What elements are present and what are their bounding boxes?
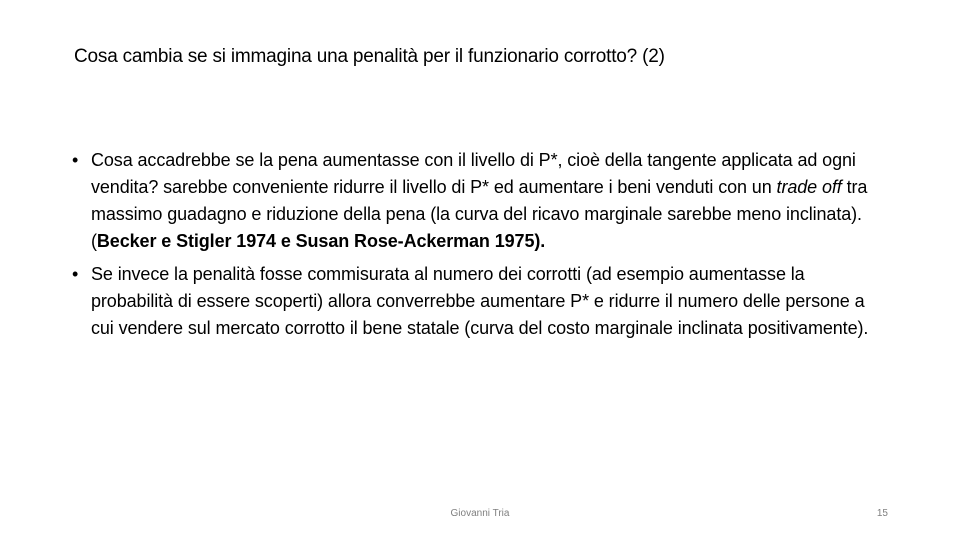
bullet-list <box>72 147 872 342</box>
page-number: 15 <box>876 508 888 519</box>
bullet-dot-icon: • <box>72 264 79 284</box>
slide-title: Cosa cambia se si immagina una penalità per il funzionario corrotto? (2) <box>74 46 665 67</box>
bullet-1-emphasis: trade off <box>776 177 842 197</box>
bullet-1-citation: Becker e Stigler 1974 e Susan Rose-Ackerman 1975 <box>96 231 535 251</box>
bullet-2-text: Se invece la penalità fosse commisurata al numero dei corrotti (ad esempio aumentasse la probabilità di essere scoperti) allora converrebbe aumentare P* e ridurre il numero delle persone a cui vendere sul mercato corrotto il bene statale (curva del costo marginale inclinata positivamente). <box>91 264 869 338</box>
bullet-1-text-a: Cosa accadrebbe se la pena aumentasse con il livello di P*, cioè della tangente applicata ad ogni vendita? sarebbe conveniente ridurre il livello di P* ed aumentare i beni venduti con un <box>91 150 856 197</box>
bullet-1-text-b: tra massimo guadagno e riduzione della pena (la curva del ricavo marginale sarebbe meno inclinata). ( <box>91 177 868 251</box>
bullet-item-2 <box>72 261 872 342</box>
bullet-item-1 <box>72 147 872 255</box>
footer-author: Giovanni Tria <box>450 508 510 519</box>
bullet-1-text-c: ). <box>534 231 546 251</box>
bullet-dot-icon: • <box>72 150 79 170</box>
